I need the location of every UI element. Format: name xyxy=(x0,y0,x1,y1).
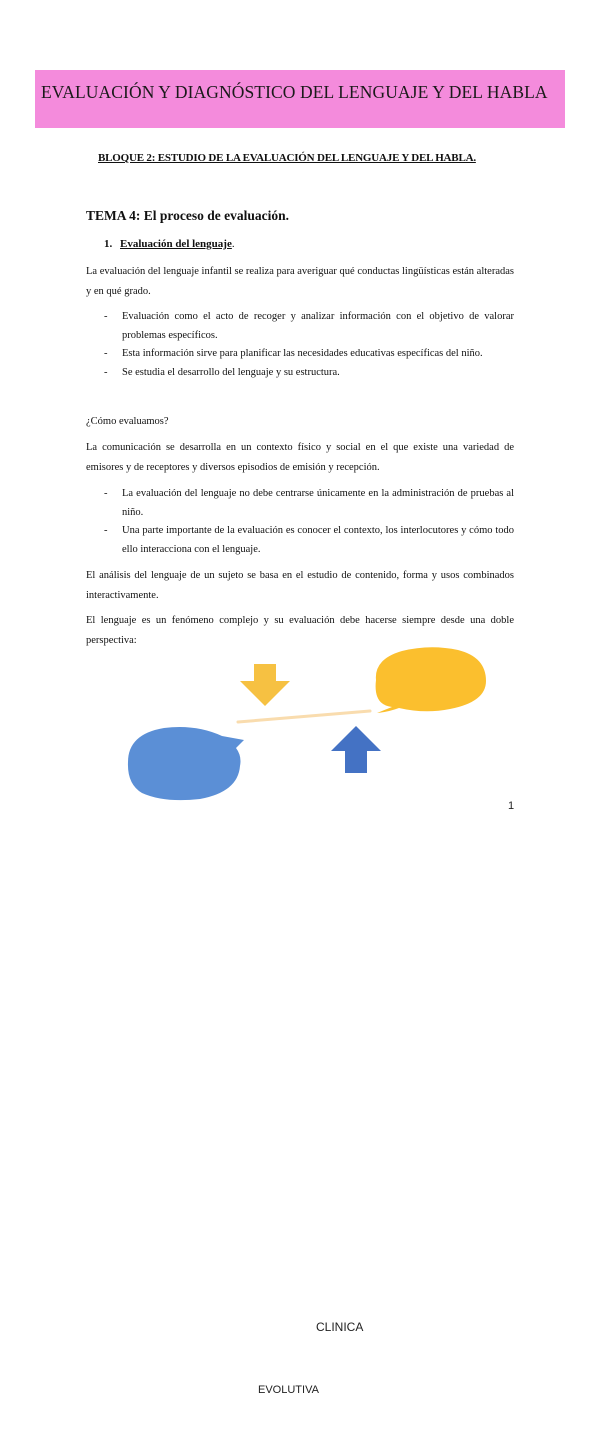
intro-paragraph: La evaluación del lenguaje infantil se realiza para averiguar qué conductas lingüísticas están alteradas y en qué grado. xyxy=(86,266,514,297)
perspective-paragraph: El lenguaje es un fenómeno complejo y su evaluación debe hacerse siempre desde una doble perspectiva: xyxy=(86,615,514,646)
clinica-speech-bubble xyxy=(376,647,486,713)
bubble-line: ser distinto que merece xyxy=(391,1308,469,1317)
up-arrow-icon xyxy=(331,726,381,773)
list-item: - Se estudia el desarrollo del lenguaje y su estructura. xyxy=(104,364,514,383)
section-title: Evaluación del lenguaje xyxy=(120,238,232,250)
clinica-bubble-text xyxy=(382,1298,478,1338)
page-number: 1 xyxy=(508,800,515,812)
bubble-line: retrasos si no es con xyxy=(150,1400,220,1409)
bubble-line: ser comprendido en su xyxy=(391,1318,469,1327)
list-item: - La evaluación del lenguaje no debe centrarse únicamente en la administración de pruebas al niño. xyxy=(104,485,514,522)
perspective-diagram xyxy=(0,640,599,1429)
communication-paragraph: La comunicación se desarrolla en un contexto físico y social en el que existe una variedad de emisores y de receptores y diversos episodios de emisión y recepción. xyxy=(86,442,514,473)
clinica-label: CLINICA xyxy=(316,1320,364,1334)
bubble-line: Porque cada niño es un xyxy=(390,1298,470,1307)
section-title-suffix: . xyxy=(231,238,235,250)
bubble-line: referencia al proceso xyxy=(149,1410,221,1419)
section-heading xyxy=(104,238,235,250)
balance-line xyxy=(238,711,370,722)
bullet-list-evaluation xyxy=(104,308,514,382)
document-title: EVALUACIÓN Y DIAGNÓSTICO DEL LENGUAJE Y DEL HABLA xyxy=(41,82,548,102)
question-heading: ¿Cómo evaluamos? xyxy=(86,416,169,427)
evolutiva-label: EVOLUTIVA xyxy=(258,1384,319,1396)
list-item: - Evaluación como el acto de recoger y analizar información con el objetivo de valorar problemas específicos. xyxy=(104,308,514,345)
bubble-line: No tenemos mejor xyxy=(154,1380,216,1389)
topic-title: TEMA 4: El proceso de evaluación. xyxy=(86,208,290,223)
block-title: BLOQUE 2: ESTUDIO DE LA EVALUACIÓN DEL LENGUAJE Y DEL HABLA. xyxy=(98,152,476,164)
section-number: 1. xyxy=(104,238,113,250)
bullet-list-context xyxy=(104,485,514,559)
bubble-line: de desarrollo normal xyxy=(150,1420,220,1429)
bubble-line: forma de reconocer los xyxy=(146,1390,224,1399)
title-banner xyxy=(35,70,565,128)
list-item: - Una parte importante de la evaluación es conocer el contexto, los interlocutores y cómo todo ello interacciona con el lenguaje. xyxy=(104,522,514,559)
down-arrow-icon xyxy=(240,664,290,706)
evolutiva-bubble-text xyxy=(134,1380,236,1430)
list-item: - Esta información sirve para planificar las necesidades educativas específicas del niño. xyxy=(104,345,514,364)
bubble-line: individualidad xyxy=(407,1328,453,1337)
analysis-paragraph: El análisis del lenguaje de un sujeto se basa en el estudio de contenido, forma y usos combinados interactivamente. xyxy=(86,570,514,601)
evolutiva-speech-bubble xyxy=(128,727,244,800)
